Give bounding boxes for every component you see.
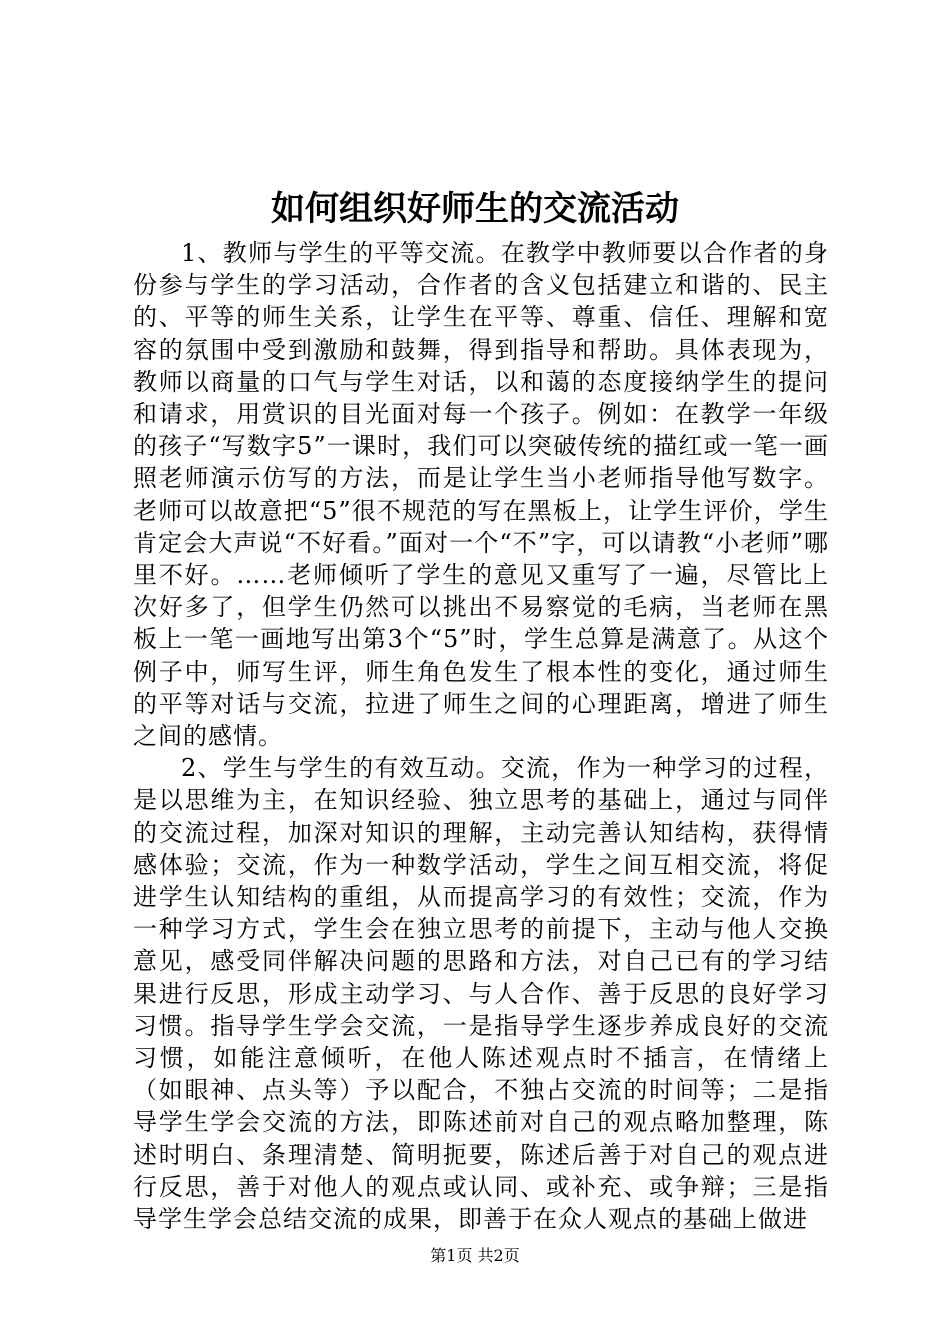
page-footer: 第1页 共2页 [430, 1246, 520, 1265]
paragraph-2: 2、学生与学生的有效互动。交流，作为一种学习的过程，是以思维为主，在知识经验、独立思考的基础上，通过与同伴的交流过程，加深对知识的理解，主动完善认知结构，获得情感体验；交流，作为一种数学活动，学生之间互相交流，将促进学生认知结构的重组，从而提高学习的有效性；交流，作为一种学习方式，学生会在独立思考的前提下，主动与他人交换意见，感受同伴解决问题的思路和方法，对自己已有的学习结果进行反思，形成主动学习、与人合作、善于反思的良好学习习惯。指导学生学会交流，一是指导学生逐步养成良好的交流习惯，如能注意倾听，在他人陈述观点时不插言，在情绪上（如眼神、点头等）予以配合，不独占交流的时间等；二是指导学生学会交流的方法，即陈述前对自己的观点略加整理，陈述时明白、条理清楚、简明扼要，陈述后善于对自己的观点进行反思，善于对他人的观点或认同、或补充、或争辩；三是指导学生学会总结交流的成果，即善于在众人观点的基础上做进 [133, 754, 829, 1234]
document-body [133, 237, 829, 1235]
paragraph-1: 1、教师与学生的平等交流。在教学中教师要以合作者的身份参与学生的学习活动，合作者的含义包括建立和谐的、民主的、平等的师生关系，让学生在平等、尊重、信任、理解和宽容的氛围中受到激励和鼓舞，得到指导和帮助。具体表现为，教师以商量的口气与学生对话，以和蔼的态度接纳学生的提问和请求，用赏识的目光面对每一个孩子。例如：在教学一年级的孩子“写数字5”一课时，我们可以突破传统的描红或一笔一画照老师演示仿写的方法，而是让学生当小老师指导他写数字。老师可以故意把“5”很不规范的写在黑板上，让学生评价，学生肯定会大声说“不好看。”面对一个“不”字，可以请教“小老师”哪里不好。……老师倾听了学生的意见又重写了一遍，尽管比上次好多了，但学生仍然可以挑出不易察觉的毛病，当老师在黑板上一笔一画地写出第3个“5”时，学生总算是满意了。从这个例子中，师写生评，师生角色发生了根本性的变化，通过师生的平等对话与交流，拉进了师生之间的心理距离，增进了师生之间的感情。 [133, 239, 829, 751]
document-title: 如何组织好师生的交流活动 [271, 189, 679, 229]
